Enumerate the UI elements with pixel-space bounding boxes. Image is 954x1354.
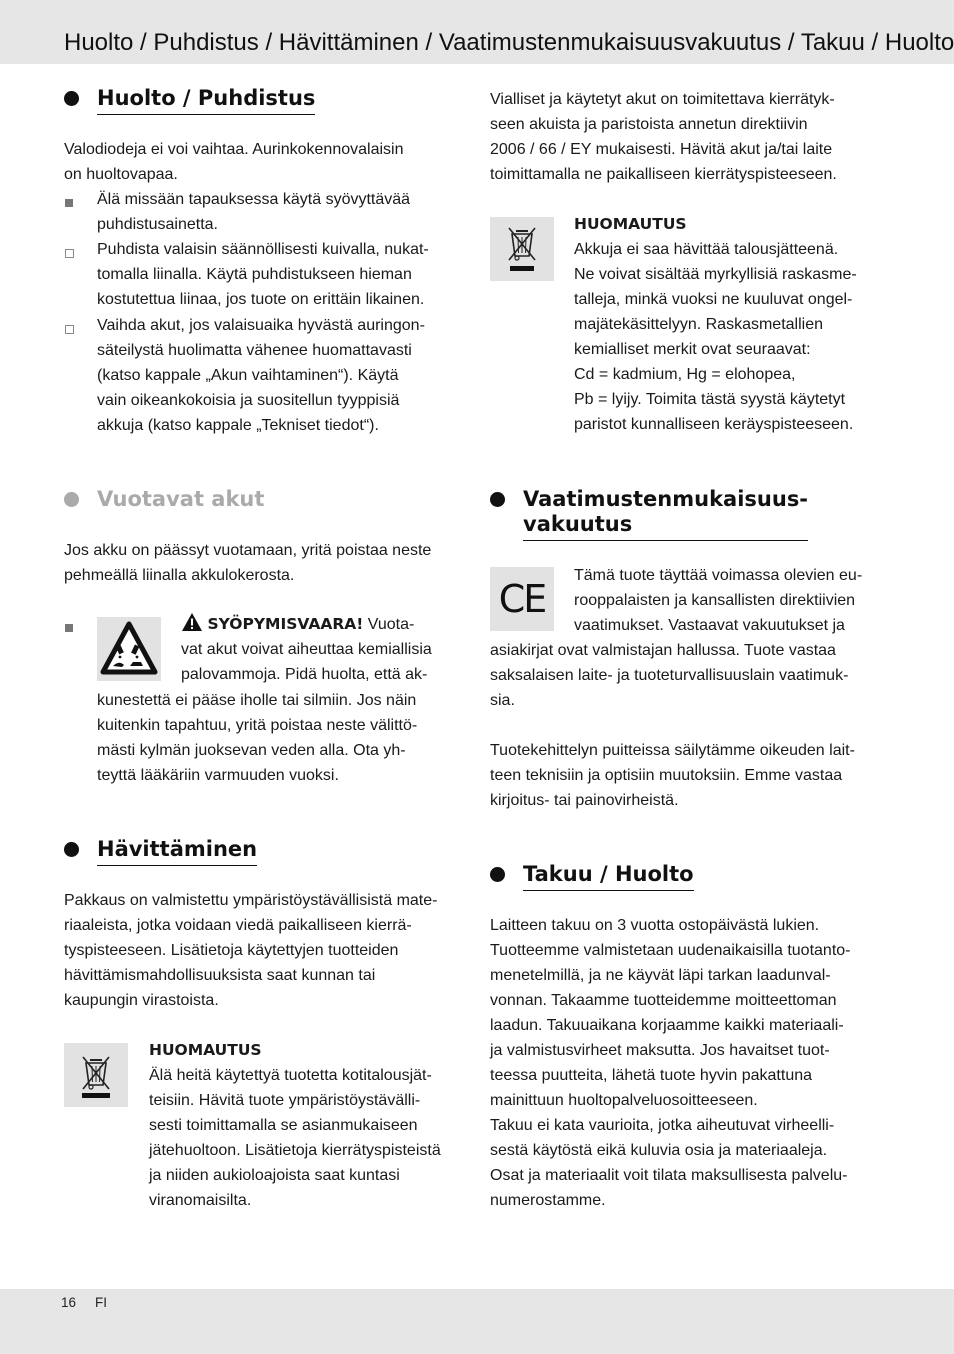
- text-line: menetelmillä, ja ne käyvät läpi tarkan laadunval-: [490, 967, 831, 984]
- conformity-heading-text: [523, 487, 808, 541]
- leaking-intro: [64, 538, 466, 588]
- text-line: saksalaisen laite- ja tuoteturvallisuuslain vaatimuk-: [490, 667, 849, 684]
- checkbox-square-icon: [65, 325, 74, 334]
- text-line: on huoltovapaa.: [64, 166, 178, 183]
- text-line: mainittuun huoltopalveluosoitteeseen.: [490, 1092, 758, 1109]
- header-bar: [0, 0, 954, 64]
- text-line: kemialliset merkit ovat seuraavat:: [574, 341, 811, 358]
- text-line: Osat ja materiaalit voit tilata maksullisesta palvelu-: [490, 1167, 848, 1184]
- text-line: Pb = lyijy. Toimita tästä syystä käytetyt: [574, 391, 846, 408]
- text-line: Puhdista valaisin säännöllisesti kuivalla, nukat-: [97, 241, 429, 258]
- text-line: tyspisteeseen. Lisätietoja käytettyjen tuotteiden: [64, 942, 399, 959]
- text-line: teisiin. Hävitä tuote ympäristöystävälli-: [149, 1092, 421, 1109]
- text-fragment: Vuota-: [367, 616, 415, 633]
- text-line: Takuu ei kata vaurioita, jotka aiheutuvat virheelli-: [490, 1117, 835, 1134]
- text-line: Ne voivat sisältää myrkyllisiä raskasme-: [574, 266, 857, 283]
- section-heading-conformity: [490, 487, 890, 543]
- corrosive-hazard-icon: [97, 617, 161, 681]
- text-line: vain oikeankokoisia ja suositellun tyyppisiä: [97, 392, 400, 409]
- warning-triangle-icon: [181, 612, 203, 632]
- text-line: jätehuoltoon. Lisätietoja kierrätyspisteistä: [149, 1142, 441, 1159]
- care-heading-text: Huolto / Puhdistus: [97, 86, 315, 115]
- filled-square-bullet-icon: [65, 624, 73, 632]
- text-line: laadun. Takuuaikana korjaamme kaikki materiaali-: [490, 1017, 844, 1034]
- disposal-note-text: [149, 1063, 469, 1213]
- bullet-dot-icon: [490, 492, 505, 507]
- text-line: Cd = kadmium, Hg = elohopea,: [574, 366, 796, 383]
- text-line: toimittamalla ne paikalliseen kierrätyspisteeseen.: [490, 166, 837, 183]
- leaking-warning-rest: [97, 688, 467, 788]
- text-line: Laitteen takuu on 3 vuotta ostopäivästä lukien.: [490, 917, 820, 934]
- text-line: 2006 / 66 / EY mukaisesti. Hävitä akut ja/tai laite: [490, 141, 833, 158]
- text-line: Jos akku on päässyt vuotamaan, yritä poistaa neste: [64, 542, 432, 559]
- text-line: viranomaisilta.: [149, 1192, 252, 1209]
- leaking-warning-top: [181, 612, 466, 687]
- text-line: talleja, minkä vuoksi ne kuuluvat ongel-: [574, 291, 853, 308]
- bullet-dot-icon: [490, 867, 505, 882]
- note-title: HUOMAUTUS: [149, 1041, 262, 1059]
- text-line: vonnan. Takaamme tuotteidemme moitteettoman: [490, 992, 837, 1009]
- care-intro: [64, 137, 466, 187]
- text-line: Älä missään tapauksessa käytä syövyttävää: [97, 191, 411, 208]
- filled-square-bullet-icon: [65, 199, 73, 207]
- text-line: ja niiden aukioloajoista saat kuntasi: [149, 1167, 400, 1184]
- text-line: Pakkaus on valmistettu ympäristöystävällisistä mate-: [64, 892, 438, 909]
- bullet-dot-icon: [64, 842, 79, 857]
- text-line: akkuja (katso kappale „Tekniset tiedot“).: [97, 417, 379, 434]
- conformity-reserve: [490, 738, 894, 813]
- language-code: FI: [95, 1295, 107, 1310]
- leaking-heading-text: Vuotavat akut: [97, 487, 265, 511]
- text-line: sesti toimittamalla se asianmukaiseen: [149, 1117, 418, 1134]
- heading-line: Vaatimustenmukaisuus-: [523, 487, 809, 511]
- text-line: teen teknisiin ja optisiin muutoksiin. Emme vastaa: [490, 767, 843, 784]
- text-line: Älä heitä käytettyä tuotetta kotitalousjät-: [149, 1067, 432, 1084]
- batteries-intro: [490, 87, 890, 187]
- conformity-text-full: [490, 638, 894, 713]
- text-line: Vialliset ja käytetyt akut on toimitettava kierrätyk-: [490, 91, 835, 108]
- text-line: paristot kunnalliseen keräyspisteeseen.: [574, 416, 854, 433]
- warranty-heading-text: Takuu / Huolto: [523, 862, 694, 891]
- text-line: vaatimukset. Vastaavat vakuutukset ja: [574, 617, 845, 634]
- text-line: Tuotteemme valmistetaan uudenaikaisilla tuotanto-: [490, 942, 851, 959]
- heading-line: vakuutus: [523, 512, 633, 536]
- checkbox-square-icon: [65, 249, 74, 258]
- note-title: HUOMAUTUS: [574, 215, 687, 233]
- text-line: mästi kylmän juoksevan veden alla. Ota yh-: [97, 742, 406, 759]
- bullet-dot-icon: [64, 91, 79, 106]
- text-line: Tuotekehittelyn puitteissa säilytämme oikeuden lait-: [490, 742, 855, 759]
- text-line: Akkuja ei saa hävittää talousjätteenä.: [574, 241, 839, 258]
- text-line: kirjoitus- tai painovirheistä.: [490, 792, 679, 809]
- text-line: Tämä tuote täyttää voimassa olevien eu-: [574, 567, 863, 584]
- text-line: (katso kappale „Akun vaihtaminen“). Käytä: [97, 367, 399, 384]
- page-number: 16: [61, 1295, 77, 1310]
- text-line: puhdistusainetta.: [97, 216, 218, 233]
- page-title: Huolto / Puhdistus / Hävittäminen / Vaatimustenmukaisuusvakuutus / Takuu / Huolto: [64, 29, 954, 56]
- conformity-text-beside: [574, 563, 894, 638]
- text-line: seen akuista ja paristoista annetun direktiivin: [490, 116, 808, 133]
- text-line: ja valmistusvirheet maksutta. Jos havaitset tuot-: [490, 1042, 830, 1059]
- bullet-dot-icon: [64, 492, 79, 507]
- text-line: palovammoja. Pidä huolta, että ak-: [181, 666, 428, 683]
- disposal-intro: [64, 888, 466, 1013]
- text-line: kaupungin virastoista.: [64, 992, 219, 1009]
- batteries-note-text: [574, 237, 894, 437]
- text-line: vat akut voivat aiheuttaa kemiallisia: [181, 641, 432, 658]
- text-line: hävittämismahdollisuuksista saat kunnan tai: [64, 967, 376, 984]
- ce-mark-text: CE: [498, 577, 546, 621]
- text-line: kunestettä ei pääse iholle tai silmiin. Jos näin: [97, 692, 417, 709]
- crossed-bin-icon: [490, 217, 554, 281]
- text-line: rooppalaisten ja kansallisten direktiivien: [574, 592, 856, 609]
- text-line: teyttä lääkäriin varmuuden vuoksi.: [97, 767, 339, 784]
- text-line: tomalla liinalla. Käytä puhdistukseen hieman: [97, 266, 412, 283]
- crossed-bin-icon: [64, 1043, 128, 1107]
- text-line: asiakirjat ovat valmistajan hallussa. Tuote vastaa: [490, 642, 836, 659]
- text-line: Vaihda akut, jos valaisuaika hyvästä auringon-: [97, 317, 425, 334]
- text-line: kostutettua liinaa, jos tuote on erittäin likainen.: [97, 291, 425, 308]
- text-line: sia.: [490, 692, 515, 709]
- text-line: sestä käytöstä eikä kuluvia osia ja materiaaleja.: [490, 1142, 828, 1159]
- warranty-text: [490, 913, 894, 1213]
- text-line: kuitenkin tapahtuu, yritä poistaa neste välittö-: [97, 717, 418, 734]
- ce-mark-icon: [490, 567, 554, 631]
- text-line: majätekäsittelyyn. Raskasmetallien: [574, 316, 823, 333]
- text-line: Valodiodeja ei voi vaihtaa. Aurinkokennovalaisin: [64, 141, 404, 158]
- warning-label: SYÖPYMISVAARA!: [207, 615, 364, 633]
- text-line: säteilystä huolimatta vähenee huomattavasti: [97, 342, 412, 359]
- text-line: pehmeällä liinalla akkulokerosta.: [64, 567, 295, 584]
- text-line: riaaleista, jotka voidaan viedä paikalliseen kierrä-: [64, 917, 412, 934]
- text-line: [181, 612, 466, 637]
- text-line: teessa puutteita, lähetä tuote hyvin pakattuna: [490, 1067, 813, 1084]
- text-line: numerostamme.: [490, 1192, 606, 1209]
- disposal-heading-text: Hävittäminen: [97, 837, 257, 866]
- footer-bar: [0, 1289, 954, 1354]
